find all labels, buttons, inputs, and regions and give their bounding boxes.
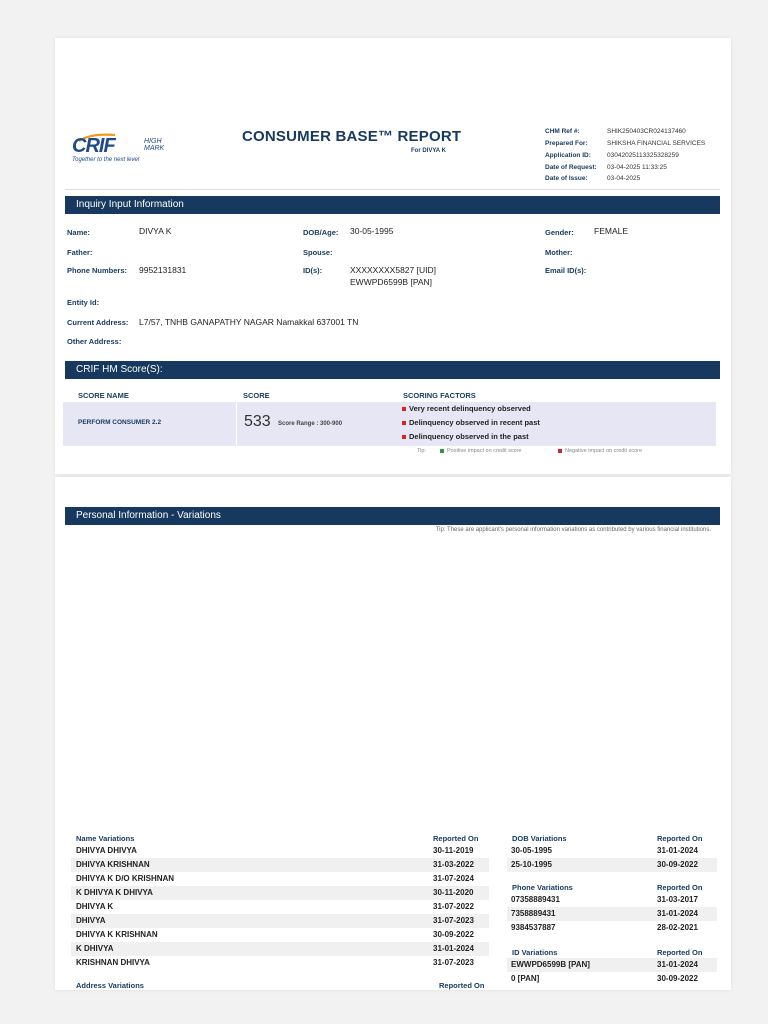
score-row (63, 402, 716, 446)
scoring-factors-header: SCORING FACTORS (403, 391, 476, 400)
score-cell-divider (236, 402, 237, 446)
report-title: CONSUMER BASE™ REPORT (242, 128, 462, 145)
score-tip-label: Tip: (417, 448, 426, 454)
table-row: 07358889431 31-03-2017 (511, 895, 698, 904)
score-range: Score Range : 300-900 (278, 421, 343, 427)
table-row: 25-10-1995 30-09-2022 (507, 858, 717, 872)
ids-label: ID(s): (303, 266, 323, 275)
negative-legend: Negative impact on credit score (558, 448, 642, 454)
table-row: EWWPD6599B [PAN] 31-01-2024 (507, 958, 717, 972)
meta-value-issue: 03-04-2025 (607, 175, 641, 182)
name-value: DIVYA K (139, 226, 172, 236)
crif-logo: CRIF (72, 135, 115, 157)
report-page-1 (55, 38, 731, 474)
crif-tagline: Together to the next level (72, 157, 140, 163)
meta-label-ref: CHM Ref #: (545, 128, 580, 135)
current-address-value: L7/57, TNHB GANAPATHY NAGAR Namakkal 637001 TN (139, 317, 359, 327)
table-row: K DHIVYA 31-01-2024 (71, 942, 489, 956)
crif-logo-highmark: HIGH MARK (144, 138, 165, 152)
phone-value: 9952131831 (139, 265, 187, 275)
negative-impact-icon (402, 435, 406, 439)
report-for: For DIVYA K (411, 148, 446, 154)
other-address-label: Other Address: (67, 337, 122, 346)
entity-label: Entity Id: (67, 298, 100, 307)
meta-value-request: 03-04-2025 11:33:25 (607, 164, 667, 171)
meta-value-prepared: SHIKSHA FINANCIAL SERVICES (607, 140, 706, 147)
score-name-header: SCORE NAME (78, 391, 129, 400)
spouse-label: Spouse: (303, 248, 333, 257)
table-row: DHIVYA KRISHNAN 31-03-2022 (71, 858, 489, 872)
scoring-factor: Delinquency observed in recent past (402, 418, 540, 427)
score-value: 533 (244, 413, 271, 430)
scoring-factor: Delinquency observed in the past (402, 432, 529, 441)
table-row: KRISHNAN DHIVYA 31-07-2023 (76, 958, 474, 967)
gender-value: FEMALE (594, 226, 629, 236)
personal-variations-bar: Personal Information - Variations (65, 507, 720, 525)
inquiry-section-bar: Inquiry Input Information (65, 196, 720, 214)
current-address-label: Current Address: (67, 318, 129, 327)
table-row: DHIVYA K KRISHNAN 30-09-2022 (76, 930, 474, 939)
name-variations-header: Name Variations (76, 834, 135, 843)
table-row: DHIVYA DHIVYA 30-11-2019 (76, 846, 474, 855)
phone-label: Phone Numbers: (67, 266, 128, 275)
negative-impact-icon (402, 421, 406, 425)
meta-label-app-id: Application ID: (545, 152, 591, 159)
meta-label-request: Date of Request: (545, 164, 597, 171)
name-label: Name: (67, 228, 90, 237)
table-row: 0 [PAN] 30-09-2022 (511, 974, 698, 983)
dob-value: 30-05-1995 (350, 226, 394, 236)
negative-impact-icon (402, 407, 406, 411)
score-section-bar: CRIF HM Score(S): (65, 361, 720, 379)
table-row: DHIVYA K 31-07-2022 (76, 902, 474, 911)
phone-variations-header: Phone Variations (512, 883, 573, 892)
table-row: K DHIVYA K DHIVYA 30-11-2020 (71, 886, 489, 900)
header-divider (65, 189, 720, 190)
score-name-value: PERFORM CONSUMER 2.2 (78, 419, 162, 426)
email-label: Email ID(s): (545, 266, 587, 275)
variations-tip: Tip: These are applicant's personal information variations as contributed by various financial institutions. (435, 527, 711, 533)
address-reported-header: Reported On (439, 981, 485, 990)
meta-label-prepared: Prepared For: (545, 140, 588, 147)
table-row: 7358889431 31-01-2024 (507, 907, 717, 921)
name-reported-header: Reported On (433, 834, 479, 843)
father-label: Father: (67, 248, 93, 257)
id-pan-value: EWWPD6599B [PAN] (350, 277, 433, 287)
table-row: 30-05-1995 31-01-2024 (511, 846, 698, 855)
gender-label: Gender: (545, 228, 574, 237)
dob-reported-header: Reported On (657, 834, 703, 843)
negative-impact-icon (558, 449, 562, 453)
id-variations-header: ID Variations (512, 948, 558, 957)
id-reported-header: Reported On (657, 948, 703, 957)
phone-reported-header: Reported On (657, 883, 703, 892)
table-row: DHIVYA K D/O KRISHNAN 31-07-2024 (76, 874, 474, 883)
dob-label: DOB/Age: (303, 228, 339, 237)
report-page-2 (55, 477, 731, 990)
address-variations-header: Address Variations (76, 981, 144, 990)
mother-label: Mother: (545, 248, 573, 257)
table-row: 9384537887 28-02-2021 (511, 923, 698, 932)
meta-value-ref: SHIK250403CR024137460 (607, 128, 686, 135)
positive-legend: Positive impact on credit score (440, 448, 522, 454)
table-row: DHIVYA 31-07-2023 (71, 914, 489, 928)
positive-impact-icon (440, 449, 444, 453)
scoring-factor: Very recent delinquency observed (402, 404, 531, 413)
meta-label-issue: Date of Issue: (545, 175, 588, 182)
id-uid-value: XXXXXXXX5827 [UID] (350, 265, 436, 275)
meta-value-app-id: 03042025113325328259 (607, 152, 679, 159)
score-header: SCORE (243, 391, 270, 400)
dob-variations-header: DOB Variations (512, 834, 567, 843)
